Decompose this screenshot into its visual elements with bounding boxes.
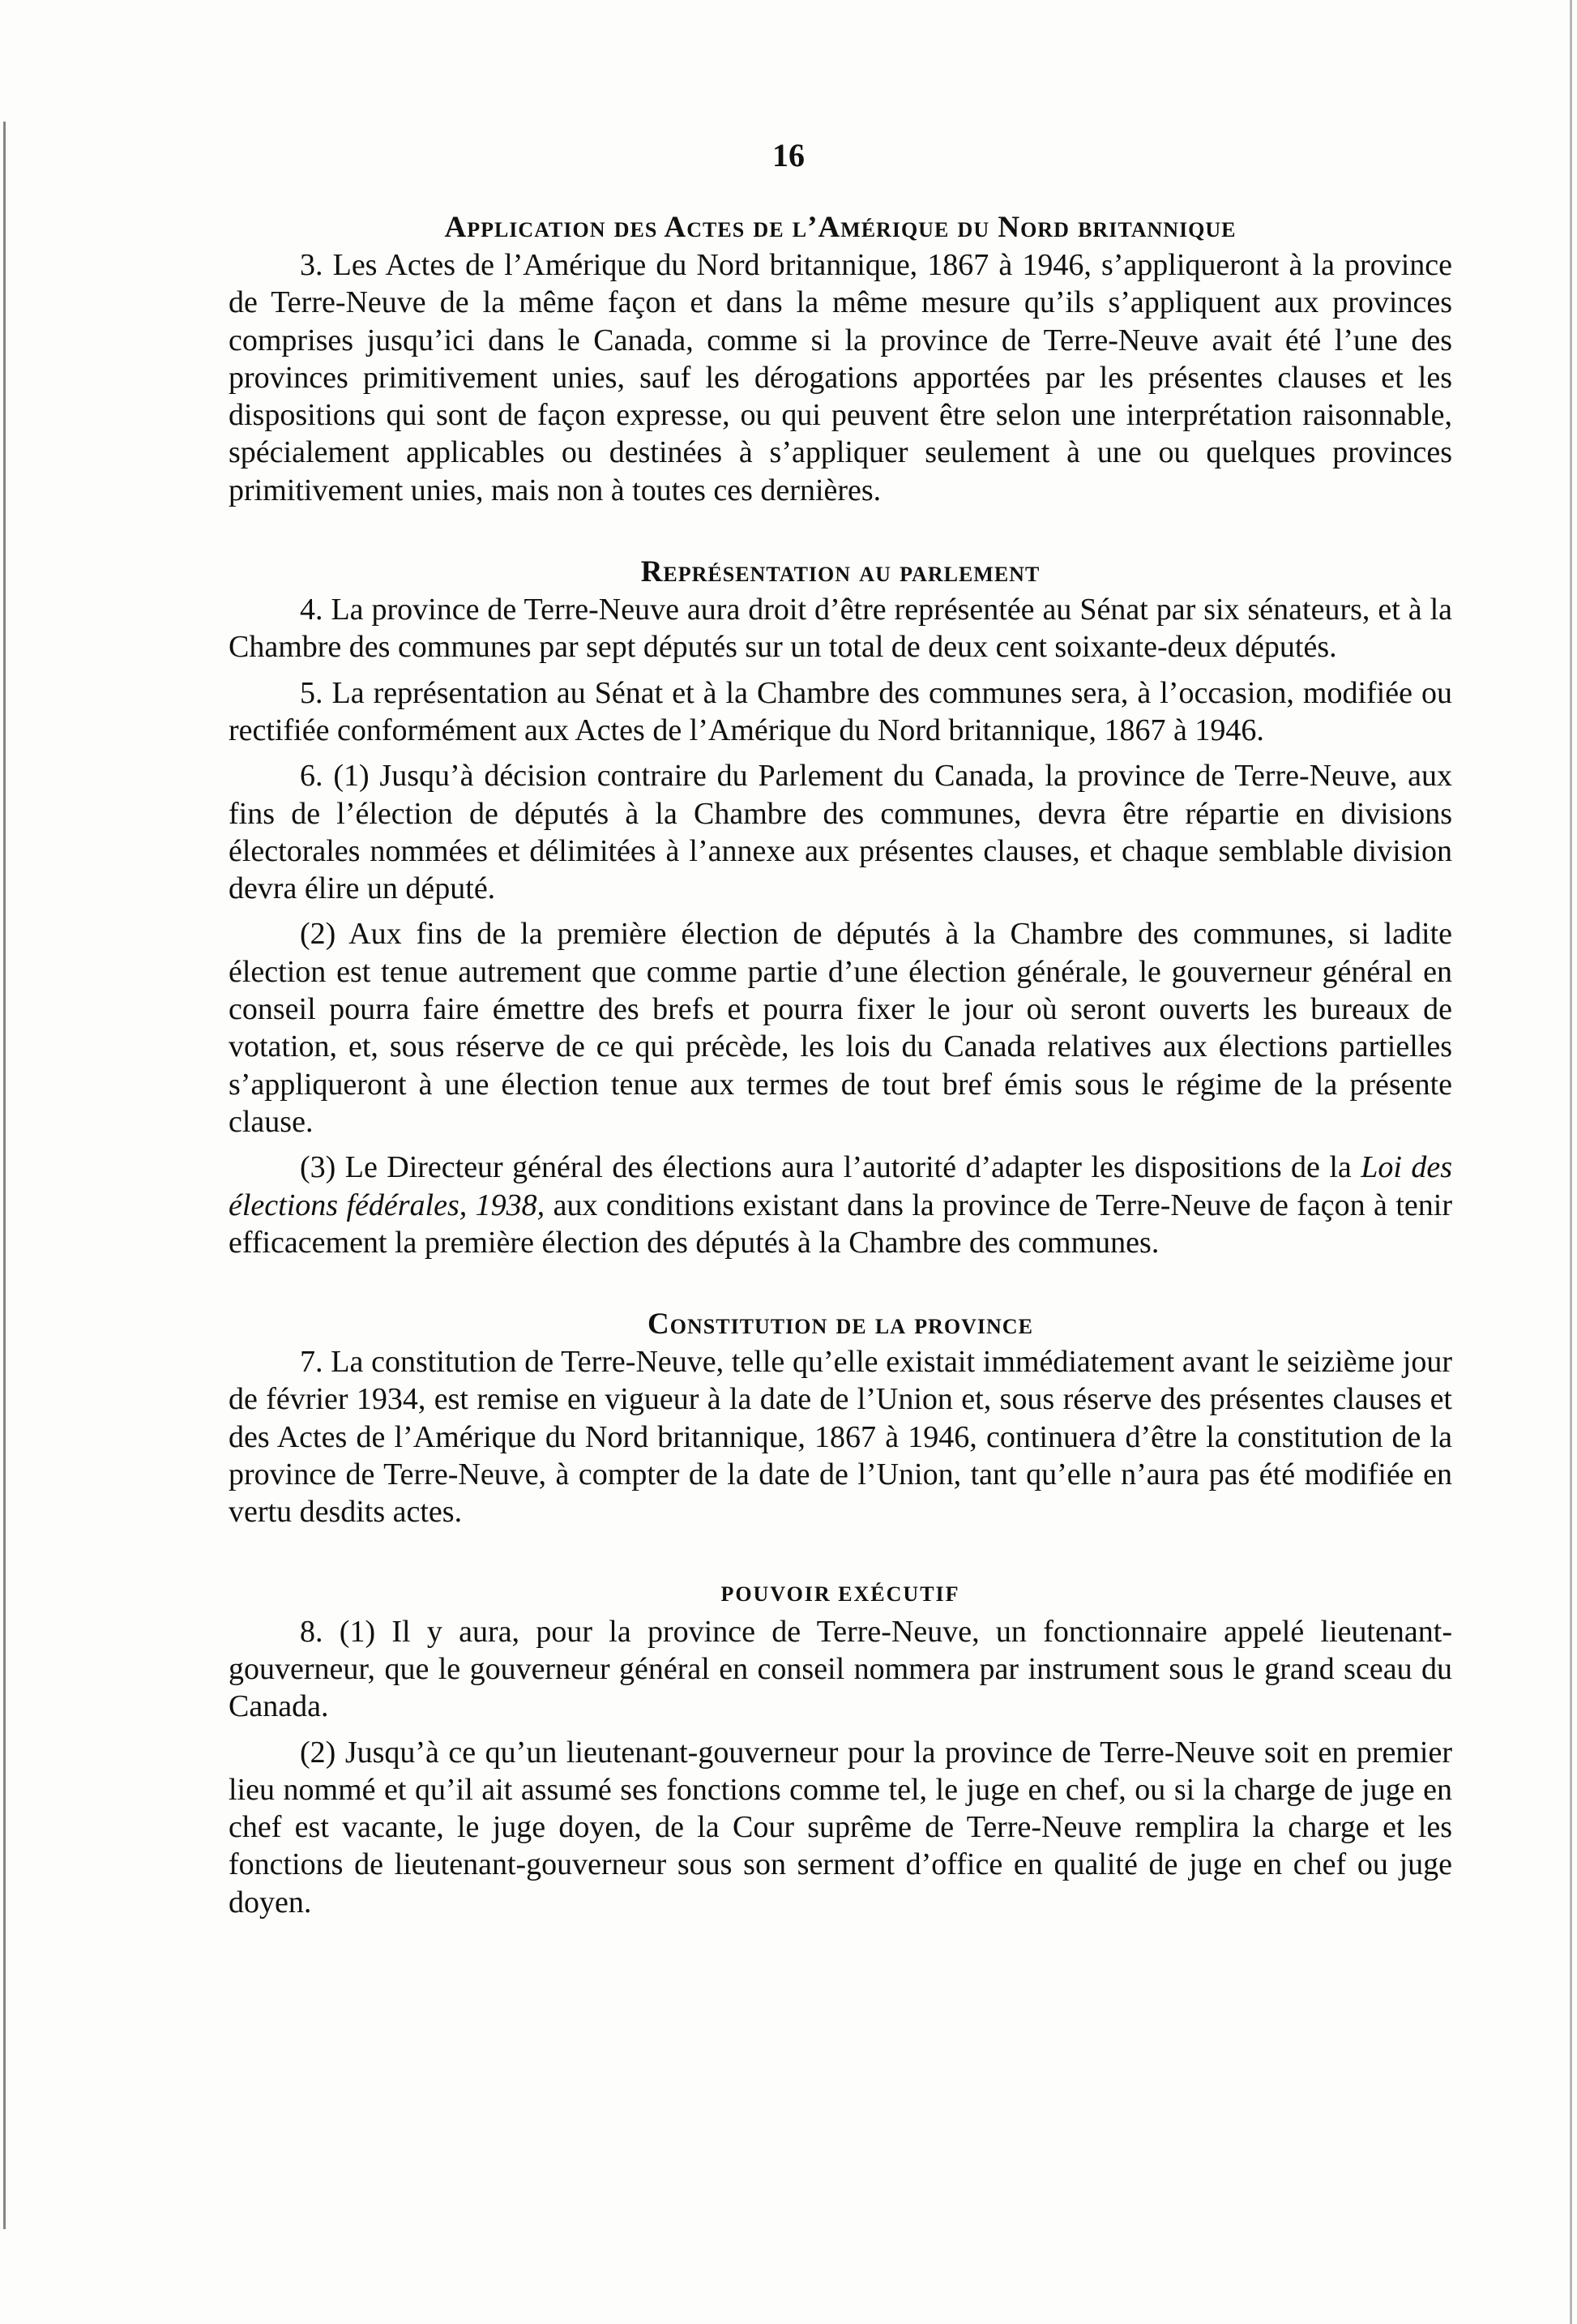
section-spacer [229, 1269, 1452, 1306]
paragraph-6-3-text-start: (3) Le Directeur général des élections aura l’autorité d’adapter les dispositions de la [300, 1150, 1361, 1185]
paragraph-6-3 [229, 1149, 1452, 1261]
paragraph-4: 4. La province de Terre-Neuve aura droit d’être représentée au Sénat par six sénateurs, et à la Chambre des communes par sept députés sur un total de deux cent soixante-deux députés. [229, 593, 1452, 665]
scan-left-edge [3, 122, 6, 2229]
paragraph-3: 3. Les Actes de l’Amérique du Nord britannique, 1867 à 1946, s’appliqueront à la province de Terre-Neuve de la même façon et dans la même mesure qu’ils s’appliquent aux provinces comprises jusqu’ici dans le Canada, comme si la province de Terre-Neuve avait été l’une des provinces primitivement unies, sauf les dérogations apportées par les présentes clauses et les dispositions qui sont de façon expresse, ou qui peuvent être selon une interprétation raisonnable, spécialement applicables ou destinées à s’appliquer seulement à une ou quelques provinces primitivement unies, mais non à toutes ces dernières. [229, 248, 1452, 507]
section-spacer [229, 1539, 1452, 1576]
section-heading-application: Application des Actes de l’Amérique du Nord britannique [444, 211, 1237, 244]
paragraph-8-1: 8. (1) Il y aura, pour la province de Terre-Neuve, un fonctionnaire appelé lieutenant-gouverneur, que le gouverneur général en conseil nommera par instrument sous le grand sceau du Canada. [229, 1614, 1452, 1724]
page-number: 16 [772, 137, 805, 173]
paragraph-6-3-text-end: aux conditions existant dans la province de Terre-Neuve de façon à tenir efficacement la première élection des députés à la Chambre des communes. [229, 1188, 1452, 1260]
paragraph-7: 7. La constitution de Terre-Neuve, telle qu’elle existait immédiatement avant le seizième jour de février 1934, est remise en vigueur à la date de l’Union et, sous réserve des présentes clauses et des Actes de l’Amérique du Nord britannique, 1867 à 1946, continuera d’être la constitution de la province de Terre-Neuve, à compter de la date de l’Union, tant qu’elle n’aura pas été modifiée en vertu desdits actes. [229, 1345, 1452, 1530]
section-heading-representation: Représentation au parlement [640, 555, 1041, 589]
paragraph-8-2: (2) Jusqu’à ce qu’un lieutenant-gouverneur pour la province de Terre-Neuve soit en premier lieu nommé et qu’il ait assumé ses fonctions comme tel, le juge en chef, ou si la charge de juge en chef est vacante, le juge doyen, de la Cour suprême de Terre-Neuve remplira la charge et les fonctions de lieutenant-gouverneur sous son serment d’office en qualité de juge en chef ou juge doyen. [229, 1735, 1452, 1920]
paragraph-5: 5. La représentation au Sénat et à la Chambre des communes sera, à l’occasion, modifiée ou rectifiée conformément aux Actes de l’Amérique du Nord britannique, 1867 à 1946. [229, 675, 1452, 747]
scan-right-edge [1570, 0, 1572, 2324]
paragraph-6-2: (2) Aux fins de la première élection de députés à la Chambre des communes, si ladite élection est tenue autrement que comme partie d’une élection générale, le gouverneur général en conseil pourra faire émettre des brefs et pourra fixer le jour où seront ouverts les bureaux de votation, et, sous réserve de ce qui précède, les lois du Canada relatives aux élections partielles s’appliqueront à une élection tenue aux termes de tout bref émis sous le régime de la présente clause. [229, 917, 1452, 1139]
section-heading-constitution: Constitution de la province [647, 1308, 1033, 1342]
section-heading-executive: POUVOIR EXÉCUTIF [720, 1581, 960, 1606]
paragraph-6-1: 6. (1) Jusqu’à décision contraire du Parlement du Canada, la province de Terre-Neuve, aux fins de l’élection de députés à la Chambre des communes, devra être répartie en divisions électorales nommées et délimitées à l’annexe aux présentes clauses, et chaque semblable division devra élire un député. [229, 759, 1452, 906]
section-spacer [229, 517, 1452, 554]
statute-title: Loi des élections fédérales, 1938, [229, 1150, 1452, 1222]
document-body [229, 209, 1452, 1929]
